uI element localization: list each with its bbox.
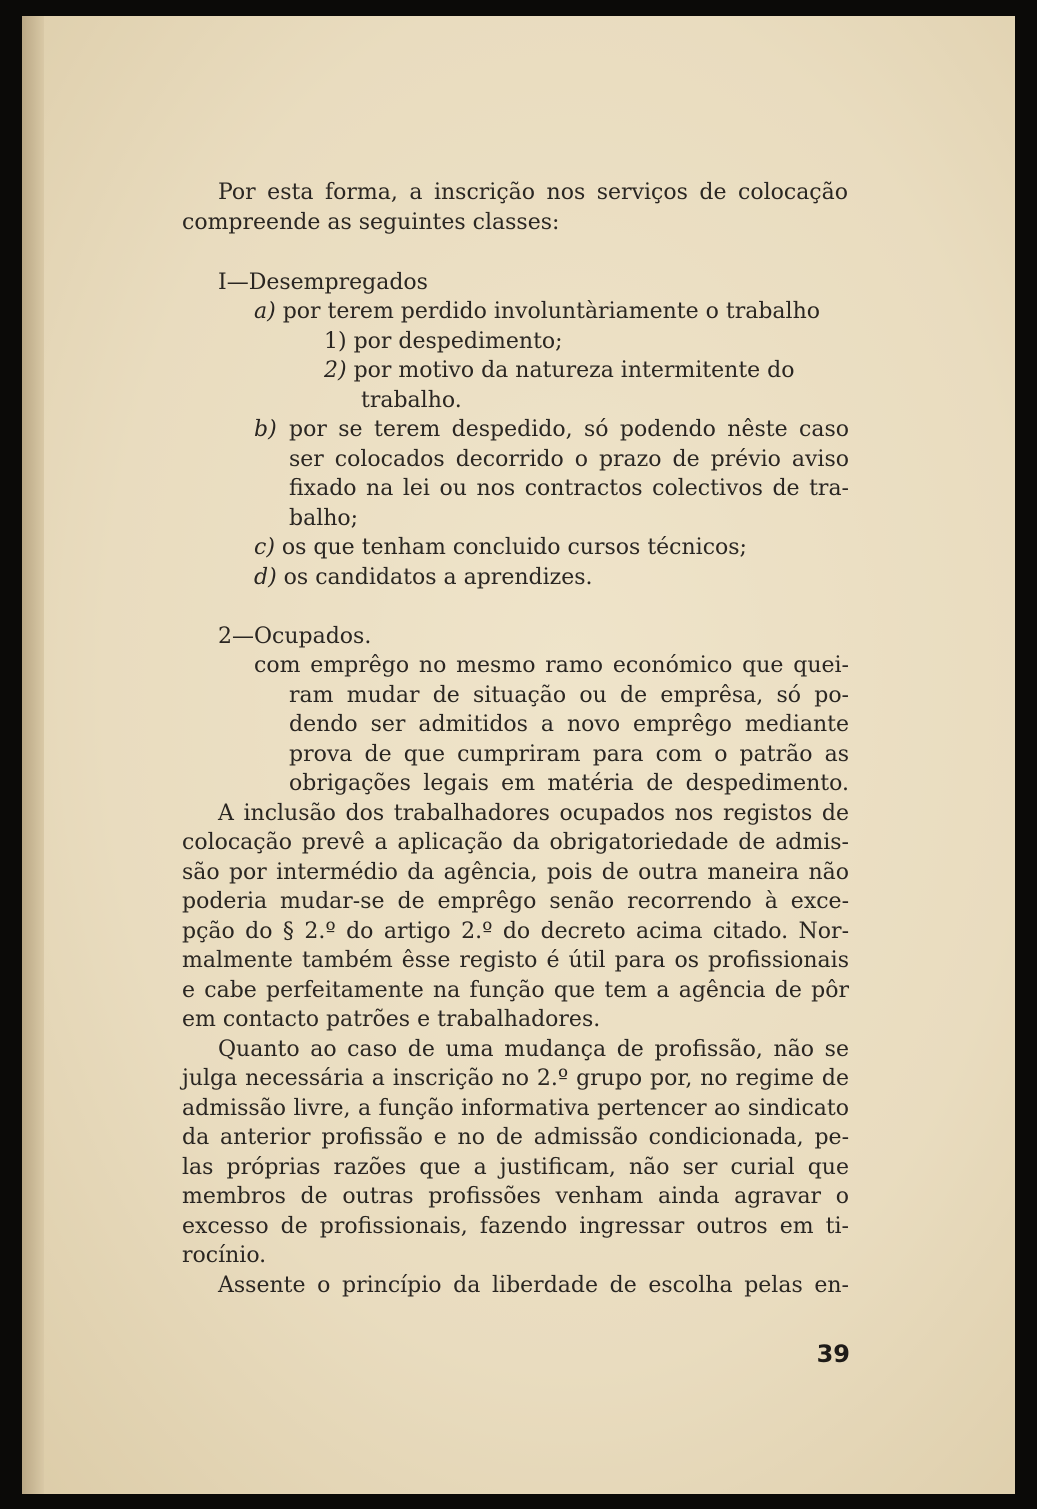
paragraph-line: em contacto patrões e trabalhadores.	[182, 1007, 601, 1032]
list-item-text: por se terem despedido, só podendo nêste caso	[289, 417, 849, 442]
paragraph-line: e cabe perfeitamente na função que tem a agência de pôr	[182, 978, 849, 1003]
section-line: obrigações legais em matéria de despedimento.	[289, 771, 849, 796]
list-item-a	[254, 299, 820, 324]
paragraph-line: colocação prevê a aplicação da obrigatoriedade de admis-	[182, 830, 849, 855]
paragraph-line: A inclusão dos trabalhadores ocupados nos registos de	[218, 801, 849, 826]
list-item-text: ser colocados decorrido o prazo de prévio aviso	[289, 447, 849, 472]
list-marker: c)	[254, 535, 275, 560]
paragraph-line: excesso de profissionais, fazendo ingressar outros em ti-	[182, 1214, 849, 1239]
list-item-text: balho;	[289, 506, 359, 531]
section-line: prova de que cumpriram para com o patrão as	[289, 742, 849, 767]
list-marker: b)	[254, 417, 277, 442]
sub-item-2	[324, 358, 849, 383]
paragraph-line: admissão livre, a função informativa pertencer ao sindicato	[182, 1096, 849, 1121]
section-line: com emprêgo no mesmo ramo económico que quei-	[254, 653, 849, 678]
paragraph-line: rocínio.	[182, 1243, 267, 1268]
section-line: dendo ser admitidos a novo emprêgo mediante	[289, 712, 849, 737]
list-item-text: fixado na lei ou nos contractos colectivos de tra-	[289, 476, 849, 501]
sub-item-2-cont: trabalho.	[361, 388, 462, 413]
paragraph-line: Quanto ao caso de uma mudança de profissão, não se	[218, 1037, 849, 1062]
list-item-c	[254, 535, 747, 560]
list-marker: a)	[254, 299, 276, 324]
list-item-text: por terem perdido involuntàriamente o trabalho	[282, 299, 820, 324]
paragraph-line: da anterior profissão e no de admissão condicionada, pe-	[182, 1125, 849, 1150]
list-item-b	[254, 417, 277, 442]
list-item-text: os que tenham concluido cursos técnicos;	[281, 535, 747, 560]
intro-line: compreende as seguintes classes:	[182, 210, 560, 235]
section-line: ram mudar de situação ou de emprêsa, só po-	[289, 683, 849, 708]
list-item-text: por motivo da natureza intermitente do	[353, 358, 795, 383]
page-number: 39	[816, 1340, 850, 1368]
list-marker: d)	[254, 565, 277, 590]
paragraph-line: julga necessária a inscrição no 2.º grupo por, no regime de	[182, 1066, 849, 1091]
paragraph-line: membros de outras profissões venham ainda agravar o	[182, 1184, 849, 1209]
paragraph-line: malmente também êsse registo é útil para os profissionais	[182, 948, 849, 973]
list-marker: 2)	[324, 358, 347, 383]
list-item-d	[254, 565, 593, 590]
paragraph-line: Assente o princípio da liberdade de escolha pelas en-	[218, 1273, 849, 1298]
paragraph-line: pção do § 2.º do artigo 2.º do decreto acima citado. Nor-	[182, 919, 849, 944]
paragraph-line: poderia mudar-se de emprêgo senão recorrendo à exce-	[182, 889, 849, 914]
section-heading: 2—Ocupados.	[218, 624, 372, 649]
paragraph-line: são por intermédio da agência, pois de outra maneira não	[182, 860, 849, 885]
list-item-text: os candidatos a aprendizes.	[283, 565, 593, 590]
paragraph-line: las próprias razões que a justificam, não ser curial que	[182, 1155, 849, 1180]
intro-line: Por esta forma, a inscrição nos serviços de colocação	[218, 180, 848, 205]
sub-item-1: 1) por despedimento;	[324, 329, 563, 354]
section-heading: I—Desempregados	[218, 270, 428, 295]
